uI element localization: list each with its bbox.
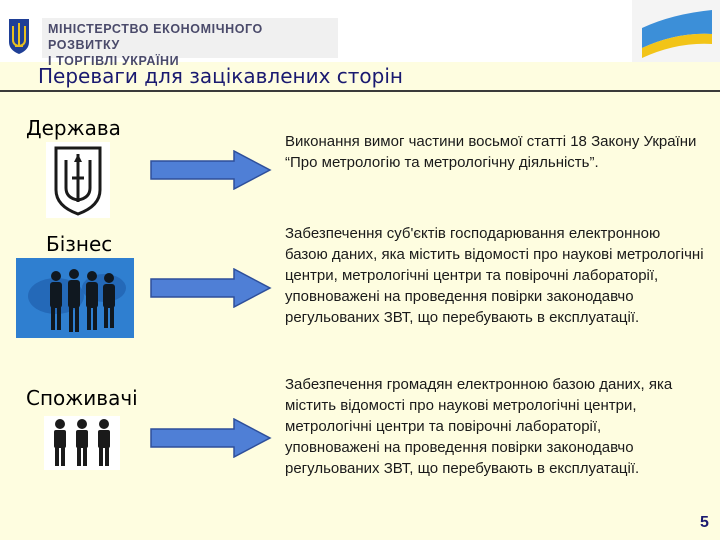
ministry-name (42, 18, 338, 68)
trident-icon (46, 142, 110, 218)
arrow-right-icon (150, 418, 272, 458)
slide-title: Переваги для зацікавлених сторін (38, 64, 403, 88)
page-number: 5 (700, 514, 709, 531)
flag-logo-icon (632, 0, 720, 62)
business-people-icon (16, 258, 134, 338)
arrow-right-icon (150, 150, 272, 190)
arrow-right-icon (150, 268, 272, 308)
people-icon (44, 416, 120, 470)
description-business: Забезпечення суб'єктів господарювання електронною базою даних, яка містить відомості про наукові метрологічні центри, метрологічні центри та повірочні лабораторії, уповноважені на проведення повірки законодавчо регульованих ЗВТ, що перебувають в експлуатації. (285, 225, 704, 326)
ministry-name-line2: І ТОРГІВЛІ УКРАЇНИ (48, 54, 180, 68)
description-state: Виконання вимог частини восьмої статті 18 Закону України “Про метрологію та метрологічну діяльність”. (285, 133, 697, 171)
header-banner (0, 0, 720, 68)
ministry-name-line1: МІНІСТЕРСТВО ЕКОНОМІЧНОГО РОЗВИТКУ (48, 22, 263, 52)
trident-icon (6, 16, 32, 56)
label-state: Держава (26, 116, 121, 140)
label-business: Бізнес (46, 232, 113, 256)
description-consumers: Забезпечення громадян електронною базою даних, яка містить відомості про наукові метрологічні центри, метрологічні центри та повірочні лабораторії, уповноважені на проведення повірки законодавчо регульованих ЗВТ, що перебувають в експлуатації. (285, 376, 673, 477)
title-divider (0, 90, 720, 92)
label-consumers: Споживачі (26, 386, 138, 410)
